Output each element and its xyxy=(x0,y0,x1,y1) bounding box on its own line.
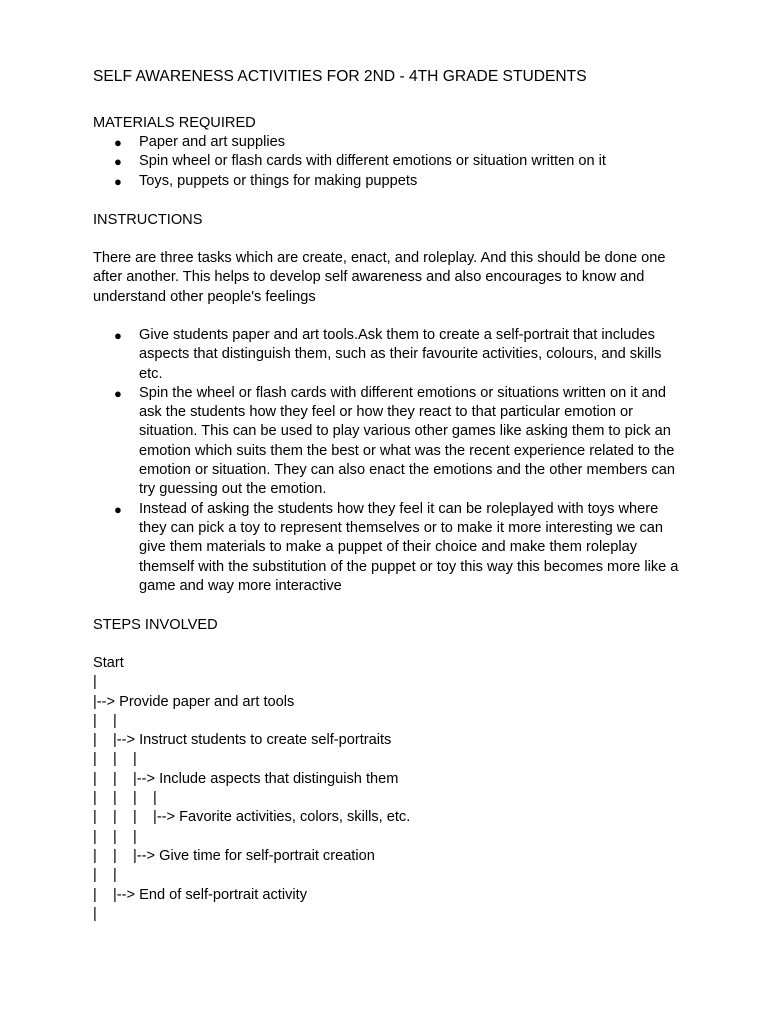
flow-line: |--> Provide paper and art tools xyxy=(93,693,295,710)
bullet-icon: ● xyxy=(114,173,122,189)
bullet-icon: ● xyxy=(114,501,122,517)
list-item-text: Toys, puppets or things for making puppets xyxy=(139,172,418,189)
flow-line: | | xyxy=(93,712,117,729)
bullet-icon: ● xyxy=(114,328,122,343)
flow-line: | | xyxy=(93,867,117,884)
materials-list xyxy=(0,133,679,191)
steps-flowchart xyxy=(93,654,410,924)
flow-line: | |--> Instruct students to create self-portraits xyxy=(93,732,392,749)
list-item xyxy=(0,152,679,171)
list-item-text: Instead of asking the students how they feel it can be roleplayed with toys where they can pick a toy to represent themselves or to make it more interesting we can give them materials to make a puppet of their choice and make them roleplay themself with the substitution of the puppet or toy this way this becomes more like a game and way more interactive xyxy=(139,500,679,594)
list-item xyxy=(0,172,679,191)
list-item xyxy=(0,500,679,596)
list-item xyxy=(0,133,679,152)
instructions-list xyxy=(0,326,679,596)
list-item-text: Paper and art supplies xyxy=(139,134,286,150)
flow-line: | | | |--> Favorite activities, colors, skills, etc. xyxy=(93,809,411,826)
flow-line: | | | xyxy=(93,751,137,768)
flow-line: Start xyxy=(93,655,124,671)
materials-heading: MATERIALS REQUIRED xyxy=(93,115,256,131)
instructions-intro: There are three tasks which are create, enact, and roleplay. And this should be done one after another. This helps to develop self awareness and also encourages to know and understand other people's feelings xyxy=(93,250,666,305)
list-item xyxy=(0,384,679,500)
list-item xyxy=(0,326,679,384)
flow-line: | | | xyxy=(93,828,137,845)
flow-line: | |--> End of self-portrait activity xyxy=(93,886,307,903)
flow-line: | xyxy=(93,674,97,691)
flow-line: | | |--> Include aspects that distinguish them xyxy=(93,770,399,787)
bullet-icon: ● xyxy=(114,154,122,170)
list-item-text: Give students paper and art tools.Ask them to create a self-portrait that includes aspects that distinguish them, such as their favourite activities, colours, and skills etc. xyxy=(139,327,662,382)
flow-line: | xyxy=(93,905,97,922)
bullet-icon: ● xyxy=(114,385,122,401)
document-title: SELF AWARENESS ACTIVITIES FOR 2ND - 4TH GRADE STUDENTS xyxy=(93,68,587,85)
list-item-text: Spin the wheel or flash cards with different emotions or situations written on it and ask the students how they feel or how they react to that particular emotion or situation. This can be used to play various other games like asking them to pick an emotion which suits them the best or what was the recent experience related to the emotion or situation. They can also enact the emotions and the other members can try guessing out the emotion. xyxy=(139,384,675,498)
flow-line: | | | | xyxy=(93,790,157,807)
list-item-text: Spin wheel or flash cards with different emotions or situation written on it xyxy=(139,153,606,170)
steps-heading: STEPS INVOLVED xyxy=(93,617,218,633)
instructions-heading: INSTRUCTIONS xyxy=(93,212,203,228)
flow-line: | | |--> Give time for self-portrait creation xyxy=(93,847,375,864)
bullet-icon: ● xyxy=(114,135,122,150)
